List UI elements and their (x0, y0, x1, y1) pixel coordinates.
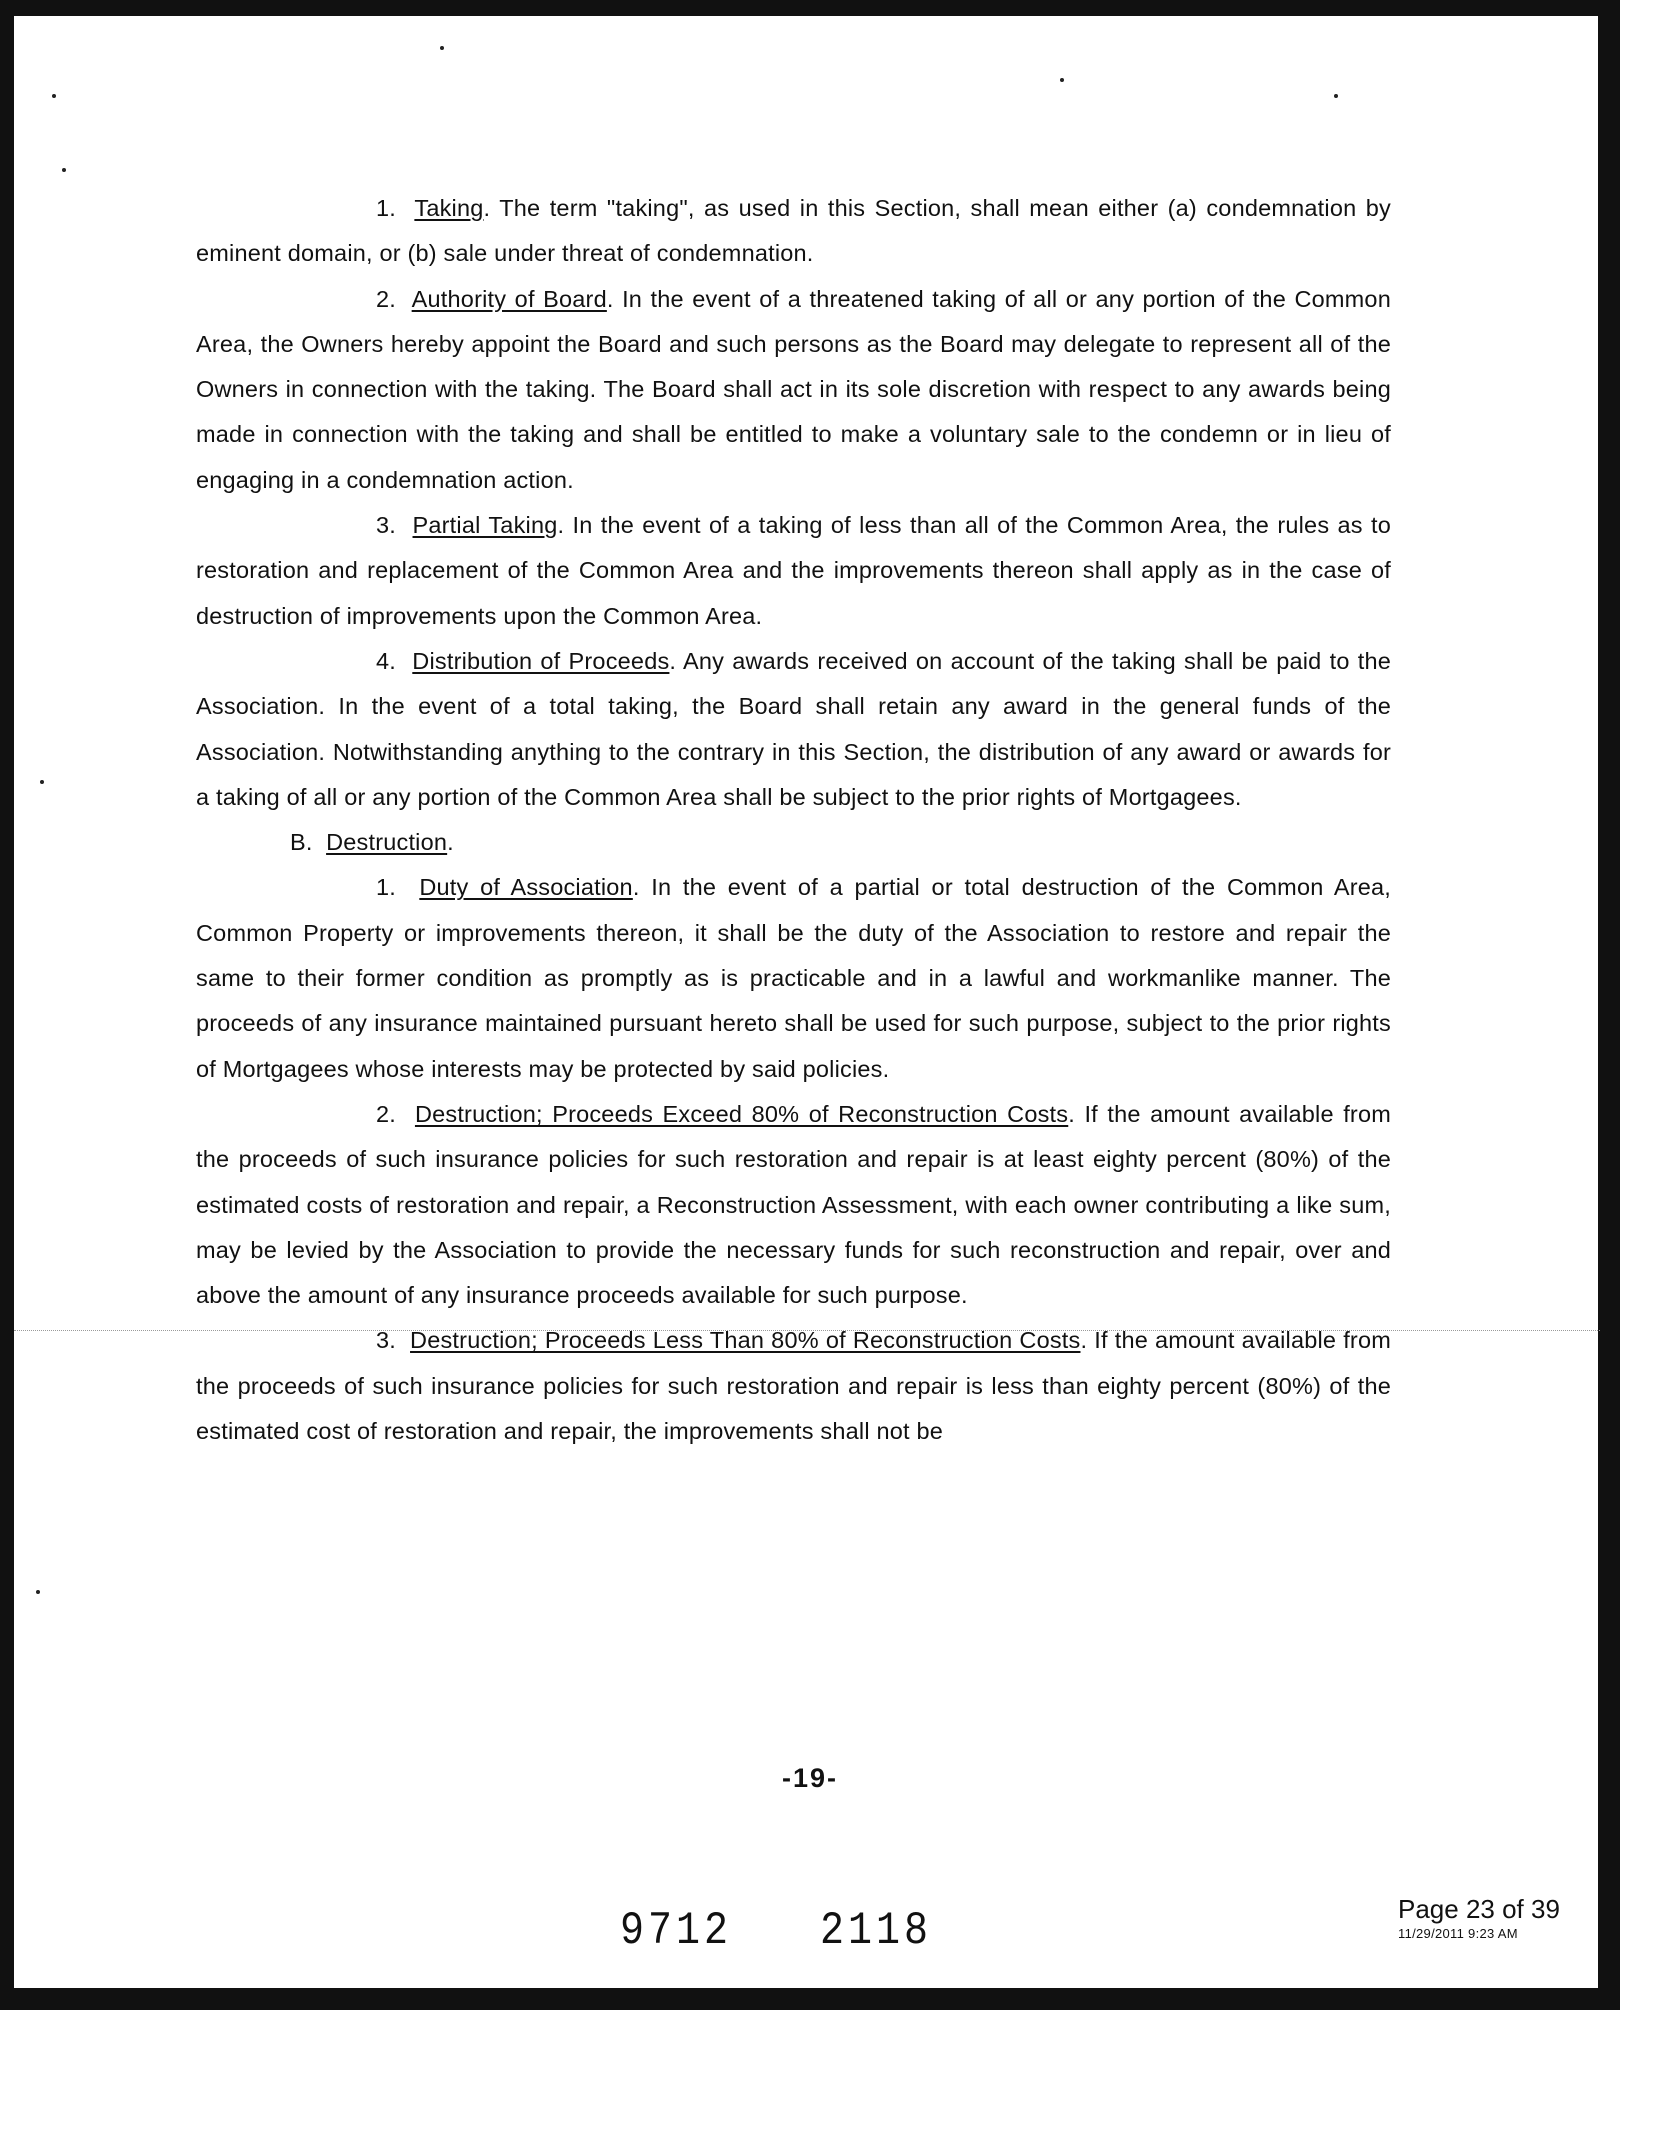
stamp-timestamp: 11/29/2011 9:23 AM (1398, 1926, 1518, 1941)
paragraph-number: 3. (376, 512, 396, 539)
scan-speck (1060, 78, 1064, 82)
paragraph-number: 2. (376, 285, 396, 312)
paragraph-authority-of-board (196, 277, 1391, 503)
paragraph-distribution-of-proceeds (196, 639, 1391, 820)
section-letter: B. (290, 829, 313, 856)
paragraph-heading: Destruction; Proceeds Less Than 80% of Reconstruction Costs (410, 1327, 1081, 1354)
paragraph-taking (196, 186, 1391, 277)
paragraph-text: . Any awards received on account of the taking shall be paid to the Association. In the event of a total taking, the Board shall retain any award in the general funds of the Association. Notwithstanding anything to the contrary in this Section, the distribution of any award or awards for a taking of all or any portion of the Common Area shall be subject to the prior rights of Mortgagees. (196, 647, 1391, 810)
paragraph-number: 1. (376, 874, 396, 901)
page-number: -19- (781, 1763, 838, 1793)
book-page-stamp: 9712 2118 (620, 1906, 933, 1958)
paragraph-number: 3. (376, 1327, 396, 1354)
paragraph-text: . If the amount available from the proceeds of such insurance policies for such restoration and repair is less than eighty percent (80%) of the estimated cost of restoration and repair, the improvements shall not be (196, 1327, 1391, 1445)
section-heading-destruction (196, 820, 1391, 865)
paragraph-heading: Partial Taking (412, 512, 558, 539)
paragraph-partial-taking (196, 503, 1391, 639)
scan-speck (440, 46, 444, 50)
paragraph-text: . In the event of a threatened taking of all or any portion of the Common Area, the Owners hereby appoint the Board and such persons as the Board may delegate to represent all of the Owners in connection with the taking. The Board shall act in its sole discretion with respect to any awards being made in connection with the taking and shall be entitled to make a voluntary sale to the condemn or in lieu of engaging in a condemnation action. (196, 285, 1391, 493)
paragraph-heading: Distribution of Proceeds (412, 647, 670, 674)
paragraph-number: 2. (376, 1100, 396, 1127)
paragraph-number: 1. (376, 195, 396, 221)
paragraph-text: . The term "taking", as used in this Section, shall mean either (a) condemnation by eminent domain, or (b) sale under threat of condemnation. (196, 195, 1391, 267)
paragraph-heading: Destruction; Proceeds Exceed 80% of Reconstruction Costs (414, 1100, 1069, 1127)
scan-speck (62, 168, 66, 172)
page-count-stamp: Page 23 of 39 (1398, 1894, 1560, 1924)
paragraph-text: . (447, 829, 454, 856)
paragraph-heading: Duty of Association (419, 874, 633, 901)
paragraph-text: . In the event of a taking of less than all of the Common Area, the rules as to restoration and replacement of the Common Area and the improvements thereon shall apply as in the case of destruction of improvements upon the Common Area. (196, 512, 1391, 629)
paragraph-text: . In the event of a partial or total destruction of the Common Area, Common Property or improvements thereon, it shall be the duty of the Association to restore and repair the same to their former condition as promptly as is practicable and in a lawful and workmanlike manner. The proceeds of any insurance maintained pursuant hereto shall be used for such purpose, subject to the prior rights of Mortgagees whose interests may be protected by said policies. (196, 874, 1392, 1082)
paragraph-proceeds-exceed (196, 1092, 1391, 1318)
scan-speck (40, 780, 44, 784)
scan-speck (36, 1590, 40, 1594)
paragraph-number: 4. (376, 647, 396, 674)
paragraph-heading: Taking (414, 195, 484, 221)
paragraph-heading: Authority of Board (411, 285, 607, 312)
document-body (196, 186, 1391, 1454)
paragraph-proceeds-less-than (196, 1318, 1391, 1454)
scan-speck (1334, 94, 1338, 98)
scan-speck (52, 94, 56, 98)
paragraph-text: . If the amount available from the proceeds of such insurance policies for such restoration and repair is at least eighty percent (80%) of the estimated costs of restoration and repair, a Reconstruction Assessment, with each owner contributing a like sum, may be levied by the Association to provide the necessary funds for such reconstruction and repair, over and above the amount of any insurance proceeds available for such purpose. (196, 1100, 1391, 1309)
section-heading: Destruction (326, 829, 448, 856)
paragraph-duty-of-association (196, 865, 1391, 1091)
